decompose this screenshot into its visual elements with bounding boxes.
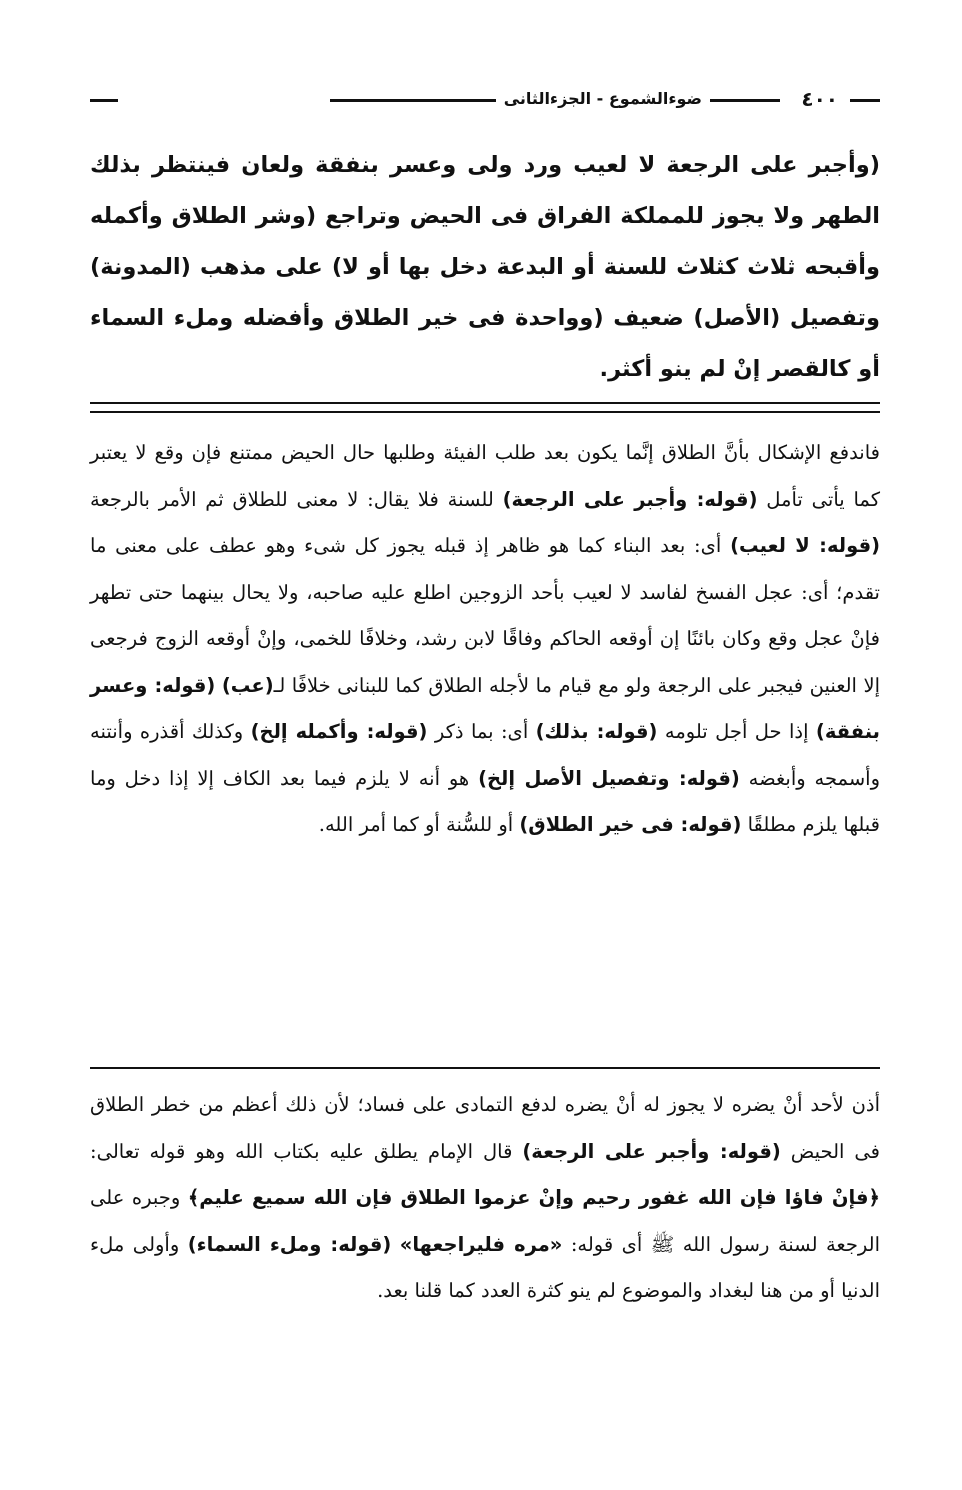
commentary-segment-bold: (قوله: لا لعيب)	[730, 534, 880, 557]
quran-quote: ﴿فإنْ فاؤا فإن الله غفور رحيم وإنْ عزموا الطلاق فإن الله سميع عليم﴾	[187, 1186, 880, 1209]
hadith-quote: «مره فليراجعها»	[399, 1232, 563, 1256]
commentary-segment: للسنة فلا يقال: لا معنى للطلاق ثم الأمر بالرجعة	[90, 487, 503, 511]
commentary-segment: هو أنه لا يلزم فيما بعد الكاف إلا إذا دخل وما قبلها يلزم مطلقًا	[90, 766, 880, 836]
commentary-segment-bold: (عب)	[221, 673, 274, 697]
page-number: ٤٠٠	[795, 86, 844, 112]
commentary-segment: أو للسُّنة أو كما أمر الله.	[318, 813, 520, 836]
notes-segment: أذن لأحد أنْ يضره لا يجوز له أنْ يضره لدفع التمادى على فساد؛ لأن ذلك أعظم من خطر الطلاق فى الحيض	[90, 1093, 880, 1163]
commentary-segment: فاندفع الإشكال بأنَّ الطلاق إنَّما يكون بعد طلب الفيئة وطلبها حال الحيض ممتنع فإن وقع لا يعتبر كما يأتى تأمل	[90, 441, 880, 511]
commentary-segment: إذا حل أجل تلومه	[657, 720, 816, 743]
page-header	[90, 86, 880, 116]
commentary-segment-bold: (قوله: فى خير الطلاق)	[519, 813, 742, 836]
notes-segment: وأولى ملء الدنيا أو من هنا لبغداد والموضوع لم ينو كثرة العدد كما قلنا بعد.	[90, 1232, 880, 1302]
commentary-text	[90, 430, 880, 849]
notes-text	[90, 1082, 880, 1315]
commentary-segment-bold: (قوله: وأجبر على الرجعة)	[502, 487, 758, 511]
double-divider	[90, 402, 880, 413]
commentary-segment: وكذلك أقذره وأنتنه وأسمجه وأبغضه	[90, 720, 881, 790]
notes-segment-bold: (قوله: وملء السماء)	[187, 1232, 392, 1256]
commentary-segment: أى: بما ذكر	[427, 720, 536, 743]
commentary-segment-bold: (قوله: بذلك)	[535, 720, 658, 743]
running-title: ضوءالشموع - الجزءالثانى	[496, 88, 710, 110]
footnote-divider	[90, 1067, 880, 1069]
notes-segment	[391, 1233, 399, 1256]
notes-segment-bold: (قوله: وأجبر على الرجعة)	[522, 1139, 781, 1163]
header-dash-right	[850, 99, 880, 102]
header-dash-left	[90, 99, 118, 102]
commentary-segment: أى: بعد البناء كما هو ظاهر إذ قبله يجوز كل شىء وهو عطف على معنى ما تقدم؛ أى: عجل الفسخ لفاسد لا لعيب بأحد الزوجين اطلع عليه صاحبه، ولا يحال بينهما حتى تطهر فإنْ عجل وقع وكان بائنًا إن أوقعه الحاكم وفاقًا لابن رشد، وخلافًا للخمى، وإنْ أوقعه الزوج فرجعى إلا العنين فيجبر على الرجعة ولو مع قيام ما لأجله الطلاق كما للبنانى خلافًا لـ	[90, 534, 880, 697]
page	[90, 80, 880, 1420]
notes-segment: وجبره على الرجعة لسنة رسول الله ﷺ أى قوله:	[90, 1186, 880, 1256]
notes-segment: قال الإمام يطلق عليه بكتاب الله وهو قوله تعالى:	[90, 1139, 523, 1163]
commentary-segment-bold: (قوله: وأكمله إلخ)	[250, 720, 428, 743]
commentary-segment-bold: (قوله: وتفصيل الأصل إلخ)	[478, 766, 740, 790]
main-text: (وأجبر على الرجعة لا لعيب ورد ولى وعسر بنفقة ولعان فينتظر بذلك الطهر ولا يجوز للمملكة الفراق فى الحيض وتراجع (وشر الطلاق وأكمله وأقبحه ثلاث كثلاث للسنة أو البدعة دخل بها أو لا) على مذهب (المدونة) وتفصيل (الأصل) ضعيف (وواحدة فى خير الطلاق وأفضله وملء السماء أو كالقصر إنْ لم ينو أكثر.	[90, 152, 880, 382]
commentary-segment-bold: (قوله: وعسر بنفقة)	[90, 673, 880, 743]
